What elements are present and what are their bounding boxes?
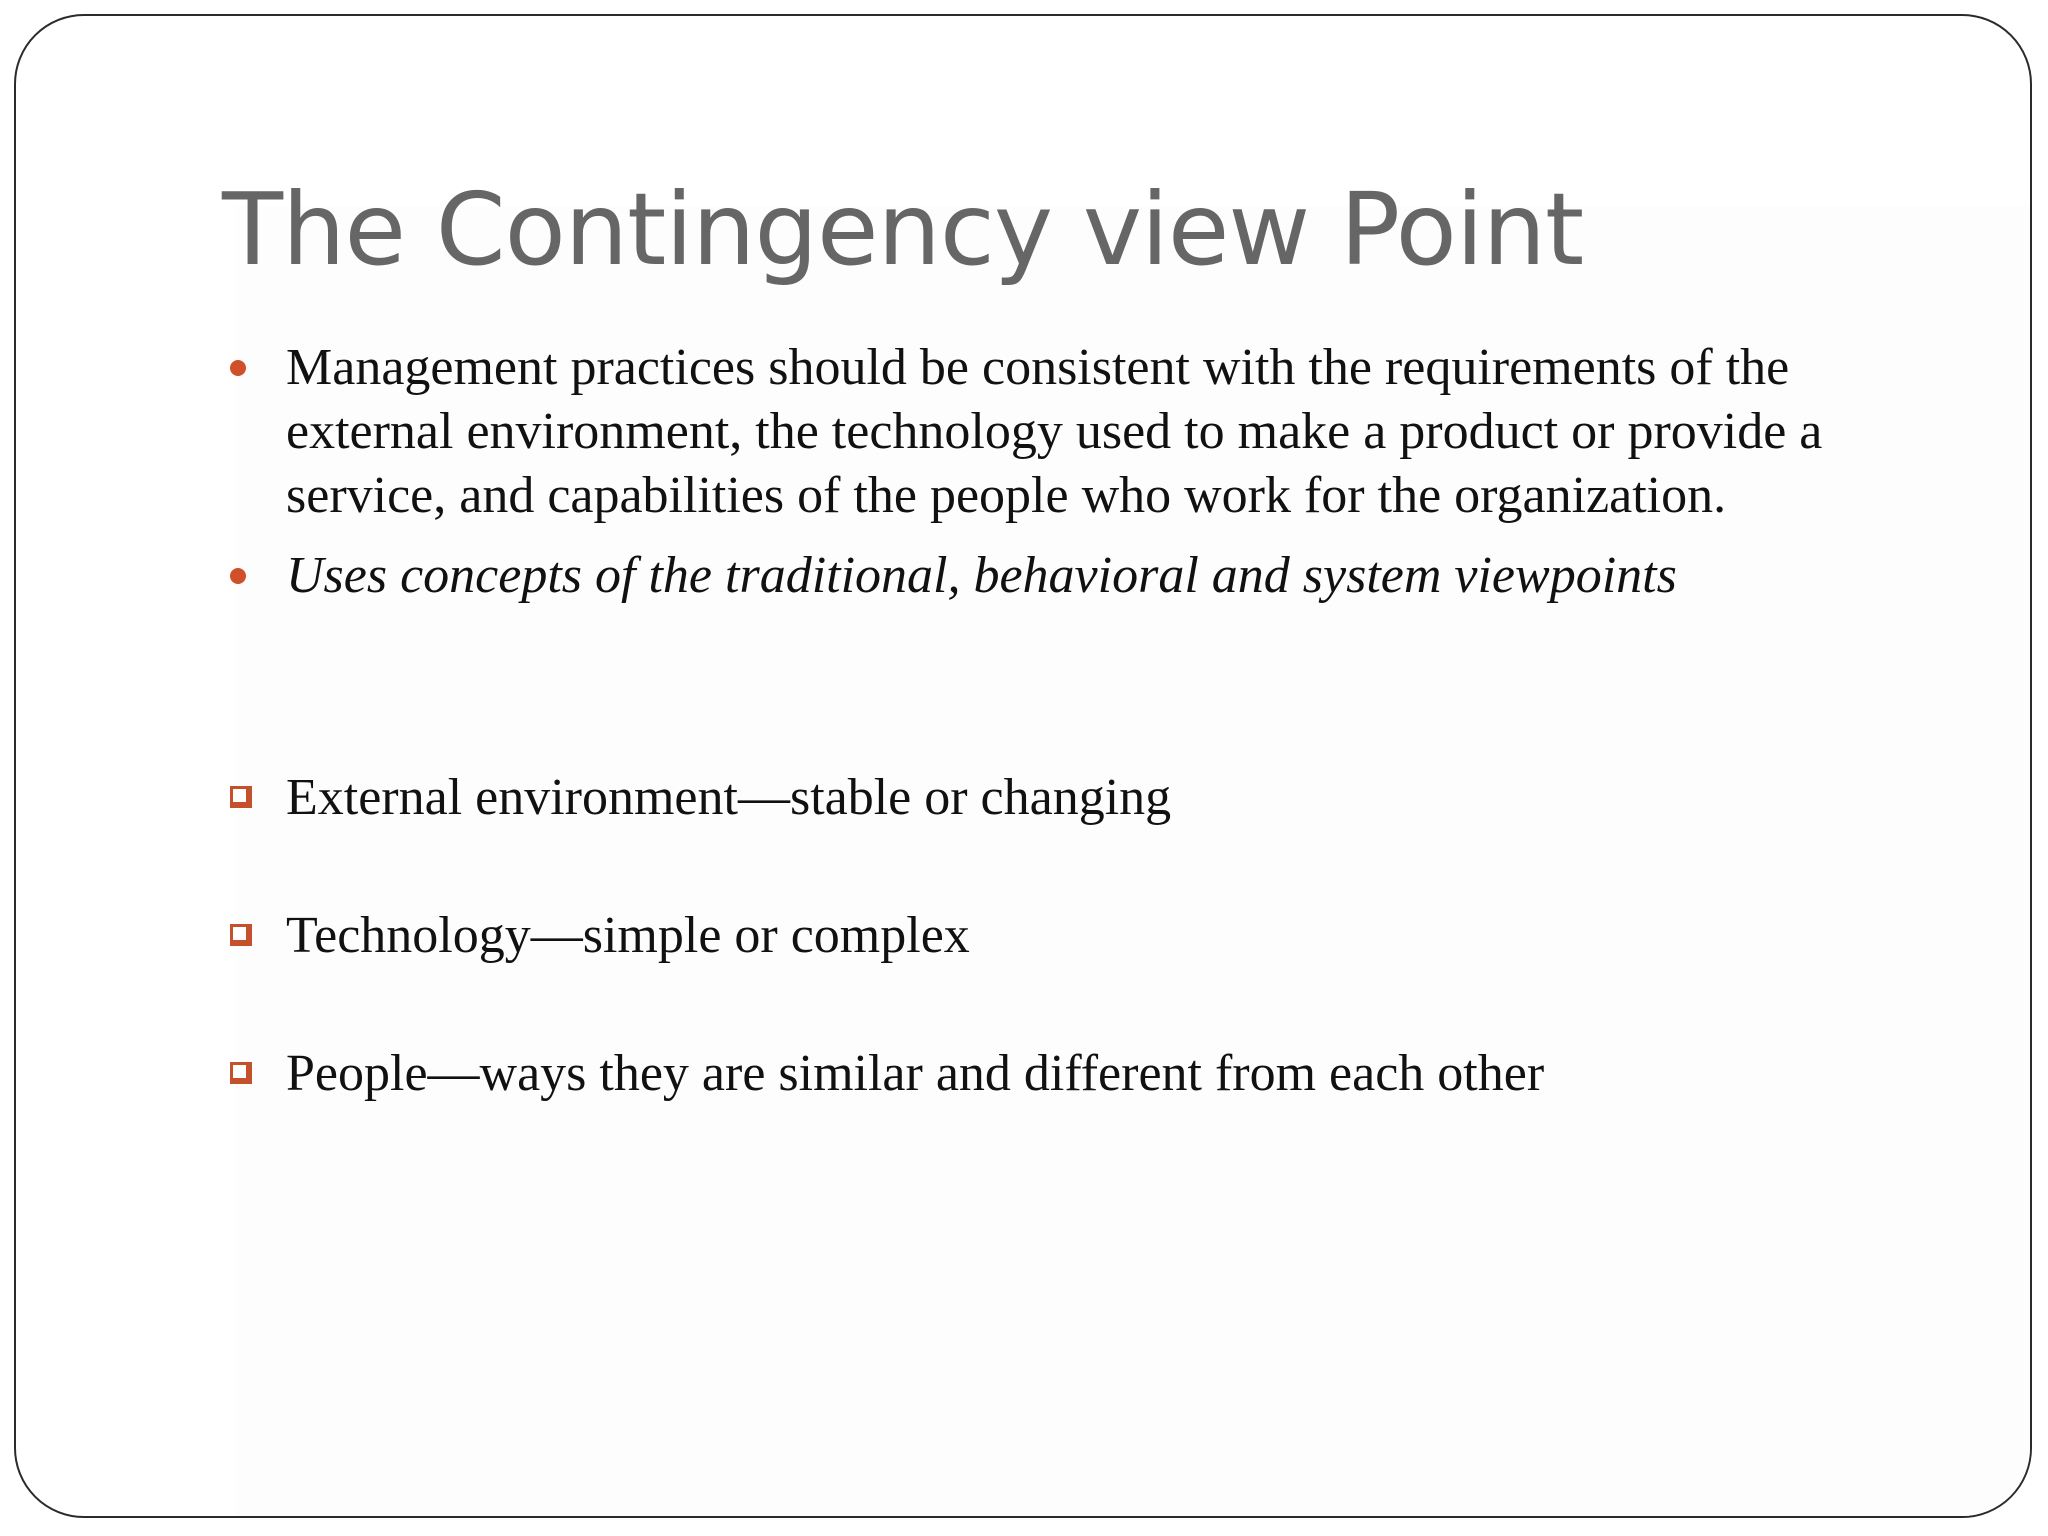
bullet-text: Management practices should be consistent with the requirements of the external environment, the technology used to make a product or provide a service, and capabilities of the people who work for the organization. <box>286 339 1823 524</box>
bullet-list <box>222 336 1902 624</box>
checklist-item <box>222 1042 1902 1106</box>
checklist <box>222 766 1902 1180</box>
square-bullet-icon <box>230 924 252 946</box>
checklist-item <box>222 904 1902 968</box>
square-bullet-icon <box>230 786 252 808</box>
square-bullet-icon <box>230 1062 252 1084</box>
slide-title: The Contingency view Point <box>222 171 1584 288</box>
checklist-item-text: People—ways they are similar and different from each other <box>286 1045 1545 1102</box>
checklist-item <box>222 766 1902 830</box>
bullet-dot-icon <box>230 568 246 584</box>
bullet-dot-icon <box>230 360 246 376</box>
checklist-item-text: External environment—stable or changing <box>286 769 1172 826</box>
checklist-item-text: Technology—simple or complex <box>286 907 970 964</box>
bullet-item <box>222 336 1902 528</box>
bullet-item <box>222 544 1902 608</box>
bullet-text: Uses concepts of the traditional, behavioral and system viewpoints <box>286 547 1677 604</box>
